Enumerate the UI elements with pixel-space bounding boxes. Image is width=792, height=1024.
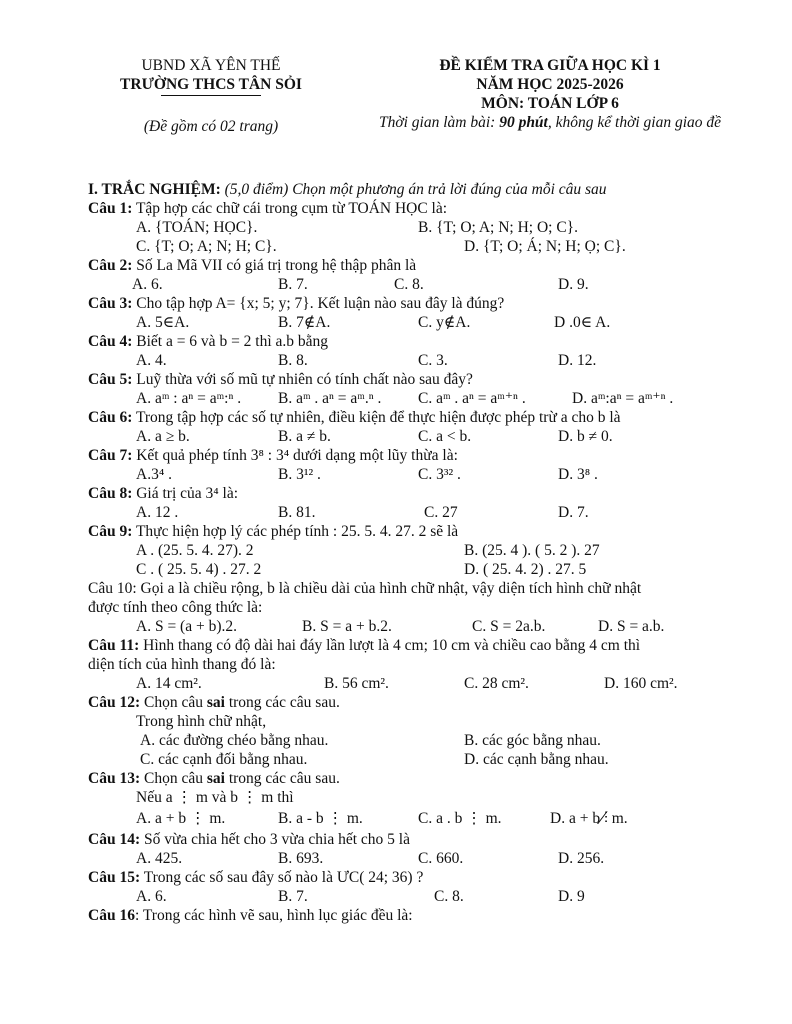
q10-option-d[interactable]: D. S = a.b. (598, 618, 665, 635)
q3-option-b[interactable]: B. 7∉A. (278, 314, 331, 331)
q13-option-c[interactable]: C. a . b ⋮ m. (418, 810, 502, 827)
q9-option-c[interactable]: C . ( 25. 5. 4) . 27. 2 (136, 561, 262, 578)
q10-options (88, 617, 708, 636)
q12-option-d[interactable]: D. các cạnh bằng nhau. (464, 751, 609, 768)
question-4: Câu 4: Biết a = 6 và b = 2 thì a.b bằng (88, 333, 329, 350)
question-11: Câu 11: Hình thang có độ dài hai đáy lần lượt là 4 cm; 10 cm và chiều cao bằng 4 cm thì (88, 637, 641, 654)
commune-name: UBND XÃ YÊN THẾ (141, 57, 281, 74)
question-7: Câu 7: Kết quả phép tính 3⁸ : 3⁴ dưới dạng một lũy thừa là: (88, 447, 458, 464)
q3-option-a[interactable]: A. 5∈A. (136, 314, 190, 331)
question-8: Câu 8: Giá trị của 3⁴ là: (88, 485, 239, 502)
q8-option-a[interactable]: A. 12 . (136, 504, 179, 521)
subject: MÔN: TOÁN LỚP 6 (481, 95, 619, 112)
q9-option-b[interactable]: B. (25. 4 ). ( 5. 2 ). 27 (464, 542, 600, 559)
q13-option-b[interactable]: B. a - b ⋮ m. (278, 810, 363, 827)
q4-option-d[interactable]: D. 12. (558, 352, 597, 369)
q9-options-row2 (88, 560, 708, 579)
q5-option-d[interactable]: D. aᵐ:aⁿ = aᵐ⁺ⁿ . (572, 390, 674, 407)
q1-options-row2 (88, 237, 708, 256)
q15-option-c[interactable]: C. 8. (434, 888, 464, 905)
q4-option-a[interactable]: A. 4. (136, 352, 167, 369)
question-5: Câu 5: Luỹ thừa với số mũ tự nhiên có tính chất nào sau đây? (88, 371, 473, 388)
question-1: Câu 1: Tập hợp các chữ cái trong cụm từ TOÁN HỌC là: (88, 200, 448, 217)
time-note: Thời gian làm bài: 90 phút, không kể thời gian giao đề (378, 114, 722, 131)
q8-option-b[interactable]: B. 81. (278, 504, 316, 521)
question-2: Câu 2: Số La Mã VII có giá trị trong hệ thập phân là (88, 257, 417, 274)
q2-option-c[interactable]: C. 8. (394, 276, 424, 293)
q3-option-c[interactable]: C. y∉A. (418, 314, 471, 331)
question-3: Câu 3: Cho tập hợp A= {x; 5; y; 7}. Kết luận nào sau đây là đúng? (88, 295, 505, 312)
header-right (340, 56, 760, 132)
q6-option-d[interactable]: D. b ≠ 0. (558, 428, 613, 445)
q7-option-b[interactable]: B. 3¹² . (278, 466, 321, 483)
q4-option-b[interactable]: B. 8. (278, 352, 308, 369)
q12-option-a[interactable]: A. các đường chéo bằng nhau. (140, 732, 329, 749)
question-12-cont: Trong hình chữ nhật, (136, 713, 267, 730)
q15-option-a[interactable]: A. 6. (136, 888, 167, 905)
q14-option-a[interactable]: A. 425. (136, 850, 183, 867)
q12-option-c[interactable]: C. các cạnh đối bằng nhau. (140, 751, 308, 768)
q2-options (88, 275, 708, 294)
q11-options (88, 674, 708, 693)
q8-option-d[interactable]: D. 7. (558, 504, 589, 521)
question-11-cont: diện tích của hình thang đó là: (88, 656, 276, 673)
question-12: Câu 12: Chọn câu sai trong các câu sau. (88, 694, 340, 711)
q10-option-b[interactable]: B. S = a + b.2. (302, 618, 392, 635)
q12-options-row2 (88, 750, 708, 769)
q3-option-d[interactable]: D .0∈ A. (554, 314, 611, 331)
q11-option-a[interactable]: A. 14 cm². (136, 675, 202, 692)
q1-option-c[interactable]: C. {T; O; A; N; H; C}. (136, 238, 277, 255)
q13-option-d[interactable]: D. a + b ⫶̸ m. (550, 810, 628, 827)
q1-options-row1 (88, 218, 708, 237)
section-heading: I. TRẮC NGHIỆM: (5,0 điểm) Chọn một phương án trả lời đúng của mỗi câu sau (88, 181, 607, 198)
q5-option-a[interactable]: A. aᵐ : aⁿ = aᵐ:ⁿ . (136, 390, 242, 407)
q8-options (88, 503, 708, 522)
q1-option-d[interactable]: D. {T; O; Á; N; H; Ọ; C}. (464, 238, 626, 255)
question-13: Câu 13: Chọn câu sai trong các câu sau. (88, 770, 340, 787)
school-year: NĂM HỌC 2025-2026 (476, 76, 624, 93)
q15-option-d[interactable]: D. 9 (558, 888, 585, 905)
q11-option-b[interactable]: B. 56 cm². (324, 675, 389, 692)
q7-option-d[interactable]: D. 3⁸ . (558, 466, 598, 483)
q12-options-row1 (88, 731, 708, 750)
q9-options-row1 (88, 541, 708, 560)
exam-body (88, 180, 708, 925)
q7-options (88, 465, 708, 484)
q11-option-c[interactable]: C. 28 cm². (464, 675, 529, 692)
time-value: 90 phút (499, 114, 548, 131)
q6-option-c[interactable]: C. a < b. (418, 428, 472, 445)
q8-option-c[interactable]: C. 27 (424, 504, 458, 521)
q11-option-d[interactable]: D. 160 cm². (604, 675, 678, 692)
question-15: Câu 15: Trong các số sau đây số nào là ƯC( 24; 36) ? (88, 869, 424, 886)
question-13-cont: Nếu a ⋮ m và b ⋮ m thì (136, 789, 294, 806)
page-count-note: (Đề gồm có 02 trang) (143, 118, 279, 135)
question-6: Câu 6: Trong tập hợp các số tự nhiên, điều kiện để thực hiện được phép trừ a cho b là (88, 409, 621, 426)
exam-title: ĐỀ KIỂM TRA GIỮA HỌC KÌ 1 (439, 57, 661, 74)
q7-option-a[interactable]: A.3⁴ . (136, 466, 172, 483)
question-10: Câu 10: Gọi a là chiều rộng, b là chiều dài của hình chữ nhật, vậy diện tích hình chữ nhật (88, 580, 642, 597)
q10-option-c[interactable]: C. S = 2a.b. (472, 618, 546, 635)
q12-option-b[interactable]: B. các góc bằng nhau. (464, 732, 601, 749)
question-10-cont: được tính theo công thức là: (88, 599, 263, 616)
q6-option-b[interactable]: B. a ≠ b. (278, 428, 331, 445)
question-14: Câu 14: Số vừa chia hết cho 3 vừa chia hết cho 5 là (88, 831, 410, 848)
q5-option-b[interactable]: B. aᵐ . aⁿ = aᵐ.ⁿ . (278, 390, 382, 407)
q2-option-a[interactable]: A. 6. (132, 276, 163, 293)
q13-options (88, 807, 708, 830)
question-9: Câu 9: Thực hiện hợp lý các phép tính : 25. 5. 4. 27. 2 sẽ là (88, 523, 459, 540)
q14-options (88, 849, 708, 868)
q15-option-b[interactable]: B. 7. (278, 888, 308, 905)
q15-options (88, 887, 708, 906)
q9-option-d[interactable]: D. ( 25. 4. 2) . 27. 5 (464, 561, 587, 578)
header-left (100, 56, 322, 136)
q6-option-a[interactable]: A. a ≥ b. (136, 428, 190, 445)
q9-option-a[interactable]: A . (25. 5. 4. 27). 2 (136, 542, 254, 559)
q4-option-c[interactable]: C. 3. (418, 352, 448, 369)
q10-option-a[interactable]: A. S = (a + b).2. (136, 618, 237, 635)
school-name: TRƯỜNG THCS TÂN SỎI (120, 76, 302, 93)
q14-option-b[interactable]: B. 693. (278, 850, 324, 867)
q13-option-a[interactable]: A. a + b ⋮ m. (136, 810, 226, 827)
q2-option-b[interactable]: B. 7. (278, 276, 308, 293)
q5-options (88, 389, 708, 408)
q1-option-a[interactable]: A. {TOÁN; HỌC}. (136, 219, 258, 236)
question-16: Câu 16: Trong các hình vẽ sau, hình lục giác đều là: (88, 907, 413, 924)
q1-option-b[interactable]: B. {T; O; A; N; H; O; C}. (418, 219, 578, 236)
q2-option-d[interactable]: D. 9. (558, 276, 589, 293)
q6-options (88, 427, 708, 446)
q3-options (88, 313, 708, 332)
q4-options (88, 351, 708, 370)
q7-option-c[interactable]: C. 3³² . (418, 466, 461, 483)
q5-option-c[interactable]: C. aᵐ . aⁿ = aᵐ⁺ⁿ . (418, 390, 526, 407)
q14-option-d[interactable]: D. 256. (558, 850, 605, 867)
q14-option-c[interactable]: C. 660. (418, 850, 464, 867)
